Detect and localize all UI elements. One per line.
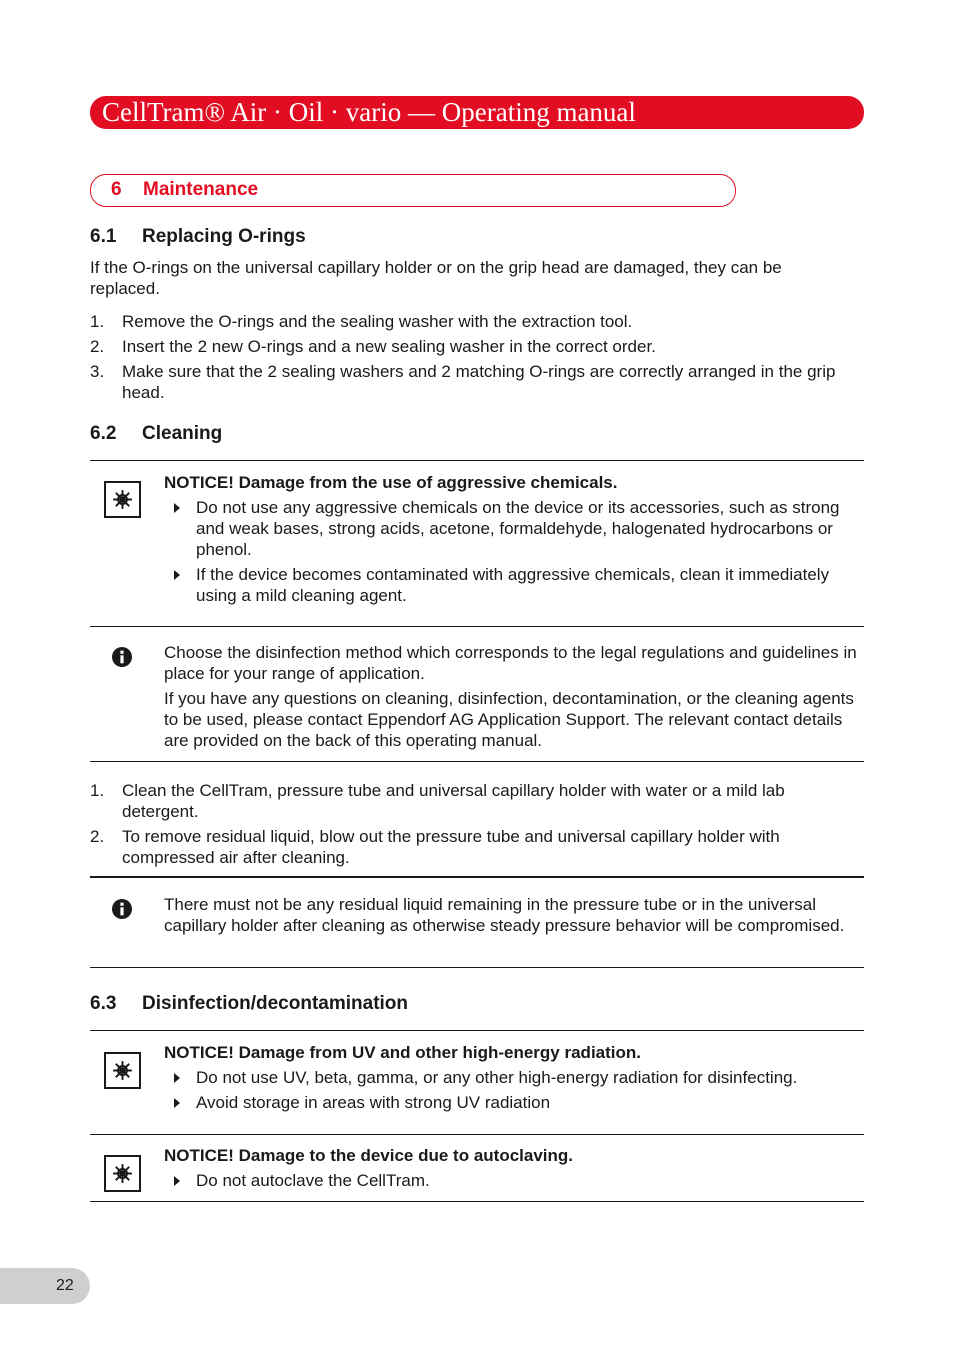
chapter-title: Maintenance (143, 179, 259, 200)
notice-title: NOTICE! Damage from UV and other high-energy radiation. (164, 1043, 641, 1062)
info-icon (112, 647, 132, 667)
section-heading-6-3 (90, 993, 408, 1015)
notice-icon (104, 1155, 141, 1192)
list-item: If the device becomes contaminated with aggressive chemicals, clean it immediately using a mild cleaning agent. (164, 564, 860, 606)
notice-symbol (104, 1052, 141, 1089)
section-intro-paragraph: If the O-rings on the universal capillary holder or on the grip head are damaged, they can be replaced. (90, 258, 782, 298)
section-number: 6.1 (90, 226, 117, 247)
notice-content (164, 472, 860, 606)
document-title: CellTram® Air · Oil · vario — Operating manual (102, 97, 636, 127)
info-paragraph: Choose the disinfection method which corresponds to the legal regulations and guidelines in place for your range of application. (164, 643, 857, 683)
document-title-banner (90, 96, 864, 129)
list-item: 1. Remove the O-rings and the sealing washer with the extraction tool. (90, 312, 633, 331)
triangle-bullet-icon (174, 1098, 180, 1108)
info-paragraph: If you have any questions on cleaning, disinfection, decontamination, or the cleaning agents to be used, please contact Eppendorf AG Application Support. The relevant contact details are provided on the back of this operating manual. (164, 689, 854, 750)
notice-title: NOTICE! Damage to the device due to autoclaving. (164, 1146, 574, 1165)
list-item: 2. Insert the 2 new O-rings and a new sealing washer in the correct order. (90, 337, 656, 356)
notice-title: NOTICE! Damage from the use of aggressive chemicals. (164, 473, 618, 492)
info-symbol (112, 647, 132, 667)
list-item: Do not use UV, beta, gamma, or any other high-energy radiation for disinfecting. (164, 1067, 860, 1088)
info-symbol (112, 899, 132, 919)
notice-box-uv-radiation (90, 1030, 864, 1135)
replace-o-rings-steps (90, 311, 858, 407)
page-number: 22 (56, 1277, 74, 1294)
list-item: 3. Make sure that the 2 sealing washers and 2 matching O-rings are correctly arranged in the grip head. (90, 362, 836, 402)
section-title: Replacing O-rings (142, 226, 306, 247)
section-heading-6-1 (90, 226, 306, 248)
notice-box-chemicals (90, 460, 864, 627)
cleaning-steps (90, 780, 858, 872)
triangle-bullet-icon (174, 1176, 180, 1186)
info-box-residual-liquid (90, 876, 864, 968)
section-title: Disinfection/decontamination (142, 993, 409, 1014)
triangle-bullet-icon (174, 503, 180, 513)
page-number-tab (0, 1268, 90, 1304)
section-heading-6-2 (90, 423, 222, 445)
list-item: Avoid storage in areas with strong UV radiation (164, 1092, 860, 1113)
info-paragraph: There must not be any residual liquid remaining in the pressure tube or in the universal capillary holder after cleaning as otherwise steady pressure behavior will be compromised. (164, 895, 845, 935)
notice-icon (104, 1052, 141, 1089)
list-item: Do not autoclave the CellTram. (164, 1170, 860, 1191)
triangle-bullet-icon (174, 570, 180, 580)
list-item: 2. To remove residual liquid, blow out the pressure tube and universal capillary holder with compressed air after cleaning. (90, 827, 780, 867)
section-title: Cleaning (142, 423, 223, 444)
section-number: 6.2 (90, 423, 117, 444)
triangle-bullet-icon (174, 1073, 180, 1083)
info-content (164, 642, 860, 751)
chapter-number: 6 (111, 179, 122, 200)
info-icon (112, 899, 132, 919)
notice-box-autoclaving (90, 1135, 864, 1202)
list-item: Do not use any aggressive chemicals on the device or its accessories, such as strong and weak bases, strong acids, acetone, formaldehyde, halogenated hydrocarbons or phenol. (164, 497, 860, 560)
notice-symbol (104, 481, 141, 518)
list-item: 1. Clean the CellTram, pressure tube and universal capillary holder with water or a mild lab detergent. (90, 781, 785, 821)
notice-content (164, 1042, 860, 1113)
section-number: 6.3 (90, 993, 117, 1014)
info-content (164, 894, 860, 936)
notice-content (164, 1145, 860, 1191)
info-box-disinfection-method (90, 627, 864, 762)
chapter-heading (90, 174, 736, 207)
notice-symbol (104, 1155, 141, 1192)
notice-icon (104, 481, 141, 518)
